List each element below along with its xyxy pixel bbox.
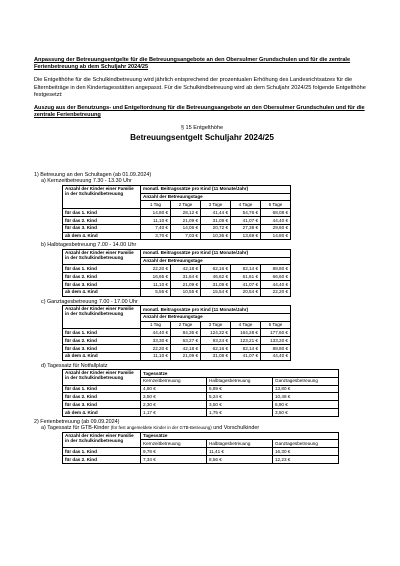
- col-header: Ganztagesbetreuung: [273, 377, 339, 385]
- day-col: 1 Tag: [141, 201, 171, 209]
- item1d-heading: d) Tagessatz für Notfallplatz: [41, 362, 108, 369]
- monthly-header: monatl. Beitragssätze pro Kind (11 Monate/Jahr): [141, 185, 291, 193]
- days-header: Anzahl der Betreuungstage: [141, 257, 291, 265]
- item2-heading: 2) Ferienbetreuung (ab 09.09.2024): [34, 418, 120, 425]
- excerpt-heading: Auszug aus der Benutzungs- und Entgeltordnung für die Betreuungsangebote an den Obersulmer Grundschulen und für die zentrale Ferienbetreuung: [34, 105, 365, 119]
- table-row: für das 3. Kind 7,40 € 14,06 € 20,72 € 27,38 € 29,60 €: [63, 224, 291, 232]
- day-col: 5 Tage: [261, 321, 291, 329]
- table-row: für das 2. Kind 16,65 € 31,64 € 46,62 € 61,61 € 66,60 €: [63, 273, 291, 281]
- day-col: 5 Tage: [261, 201, 291, 209]
- table-row: für das 3. Kind 22,20 € 42,18 € 62,16 € 82,14 € 88,80 €: [63, 344, 291, 352]
- fee-table-kernzeit: [62, 185, 291, 241]
- col-header: Ganztagesbetreuung: [273, 440, 339, 448]
- table-row: für das 1. Kind 22,20 € 42,18 € 62,16 € 82,14 € 88,80 €: [63, 265, 291, 273]
- col-header: Halbtagesbetreuung: [207, 377, 273, 385]
- section-title: Betreuungsentgelt Schuljahr 2024/25: [130, 132, 274, 142]
- table-row: für das 1. Kind 9,78 € 11,41 € 16,30 €: [63, 448, 339, 456]
- table-row: ab dem 4. Kind 3,70 € 7,03 € 10,36 € 13,69 € 14,80 €: [63, 232, 291, 240]
- item1-heading: 1) Betreuung an den Schultagen (ab 01.09.2024): [34, 172, 152, 178]
- fee-table-ferien: [62, 432, 339, 464]
- intro-paragraph: Die Entgelthöhe für die Schulkindbetreuung wird jährlich entsprechend der prozentualen Erhöhung des Landesrichtsatzes für die Elternbeiträge in den Kindertagesstätten angepasst. Für die Schulkindbetreuung wird ab dem Schuljahr 2024/25 folgende Entgelthöhe festgesetzt:: [34, 77, 366, 98]
- fee-table-halbtag: [62, 249, 291, 297]
- col-header: Halbtagesbetreuung: [207, 440, 273, 448]
- group-header: Tagessätze: [141, 369, 339, 377]
- fee-content: [34, 172, 374, 466]
- monthly-header: monatl. Beitragssätze pro Kind (11 Monate/Jahr): [141, 305, 291, 313]
- table-row: für das 2. Kind 7,34 € 8,56 € 12,23 €: [63, 455, 339, 463]
- item2a-note: (für fest angemeldete Kinder in der GTB-Betreuung): [110, 425, 212, 431]
- item1b-heading: b) Halbtagesbetreuung 7.00 - 14.00 Uhr: [41, 242, 137, 249]
- document-heading: Anpassung der Betreuungsentgelte für die Betreuungsangebote an den Obersulmer Grundschulen und für die zentrale Ferienbetreuung ab dem Schuljahr 2024/25: [34, 57, 351, 71]
- day-col: 1 Tag: [141, 321, 171, 329]
- fee-table-notfall: [62, 369, 339, 417]
- table-row: für das 3. Kind 11,10 € 21,09 € 31,08 € 41,07 € 44,40 €: [63, 280, 291, 288]
- table-row: für das 2. Kind 11,10 € 21,09 € 31,08 € 41,07 € 44,40 €: [63, 217, 291, 225]
- table-row: für das 2. Kind 33,30 € 63,27 € 93,24 € 123,21 € 133,20 €: [63, 337, 291, 345]
- day-col: 4 Tage: [231, 201, 261, 209]
- table-row: für das 1. Kind 4,60 € 6,89 € 13,80 €: [63, 385, 339, 393]
- col-header: Kernzeitbetreuung: [141, 440, 207, 448]
- table-row: für das 1. Kind 14,80 € 28,12 € 41,44 € 54,76 € 68,08 €: [63, 209, 291, 217]
- day-col: 3 Tage: [201, 201, 231, 209]
- group-header: Tagessätze: [141, 432, 339, 440]
- row-header-cell: Anzahl der Kinder einer Familie in der Schulkindbetreuung: [63, 185, 141, 208]
- table-row: ab dem 4. Kind 5,55 € 10,55 € 15,54 € 20,54 € 22,20 €: [63, 288, 291, 296]
- section-number: § 15 Entgelthöhe: [180, 125, 224, 132]
- intro-block: [34, 57, 370, 141]
- day-col: 4 Tage: [231, 321, 261, 329]
- item1c-heading: c) Ganztagesbetreuung 7.00 - 17.00 Uhr: [41, 298, 138, 305]
- fee-table-ganztag: [62, 305, 291, 361]
- row-header-cell: Anzahl der Kinder einer Familie in der Schulkindbetreuung: [63, 305, 141, 328]
- monthly-header: monatl. Beitragssätze pro Kind (11 Monate/Jahr): [141, 249, 291, 257]
- table-row: für das 1. Kind 44,40 € 84,36 € 124,32 € 164,28 € 177,60 €: [63, 329, 291, 337]
- row-header-cell: Anzahl der Kinder einer Familie in der Schulkindbetreuung: [63, 249, 141, 265]
- row-header-cell: Anzahl der Kinder einer Familie in der Schulkindbetreuung: [63, 432, 141, 448]
- day-col: 2 Tage: [171, 201, 201, 209]
- table-row: ab dem 4. Kind 1,17 € 1,75 € 3,50 €: [63, 408, 339, 416]
- table-row: für das 2. Kind 3,50 € 5,24 € 10,48 €: [63, 393, 339, 401]
- days-header: Anzahl der Betreuungstage: [141, 313, 291, 321]
- row-header-cell: Anzahl der Kinder einer Familie in der Schulkindbetreuung: [63, 369, 141, 385]
- table-row: für das 3. Kind 2,30 € 3,50 € 6,90 €: [63, 401, 339, 409]
- day-col: 3 Tage: [201, 321, 231, 329]
- item1a-heading: a) Kernzeitbetreuung 7.30 - 13.30 Uhr: [41, 178, 132, 185]
- day-col: 2 Tage: [171, 321, 201, 329]
- table-row: ab dem 4. Kind 11,10 € 21,09 € 31,08 € 41,07 € 44,40 €: [63, 352, 291, 360]
- days-header: Anzahl der Betreuungstage: [141, 193, 291, 201]
- col-header: Kernzeitbetreuung: [141, 377, 207, 385]
- item2a-lead: a) Tagessatz für GTB-Kinder: [41, 425, 110, 432]
- item2a-tail: und Vorschulkinder: [213, 425, 260, 432]
